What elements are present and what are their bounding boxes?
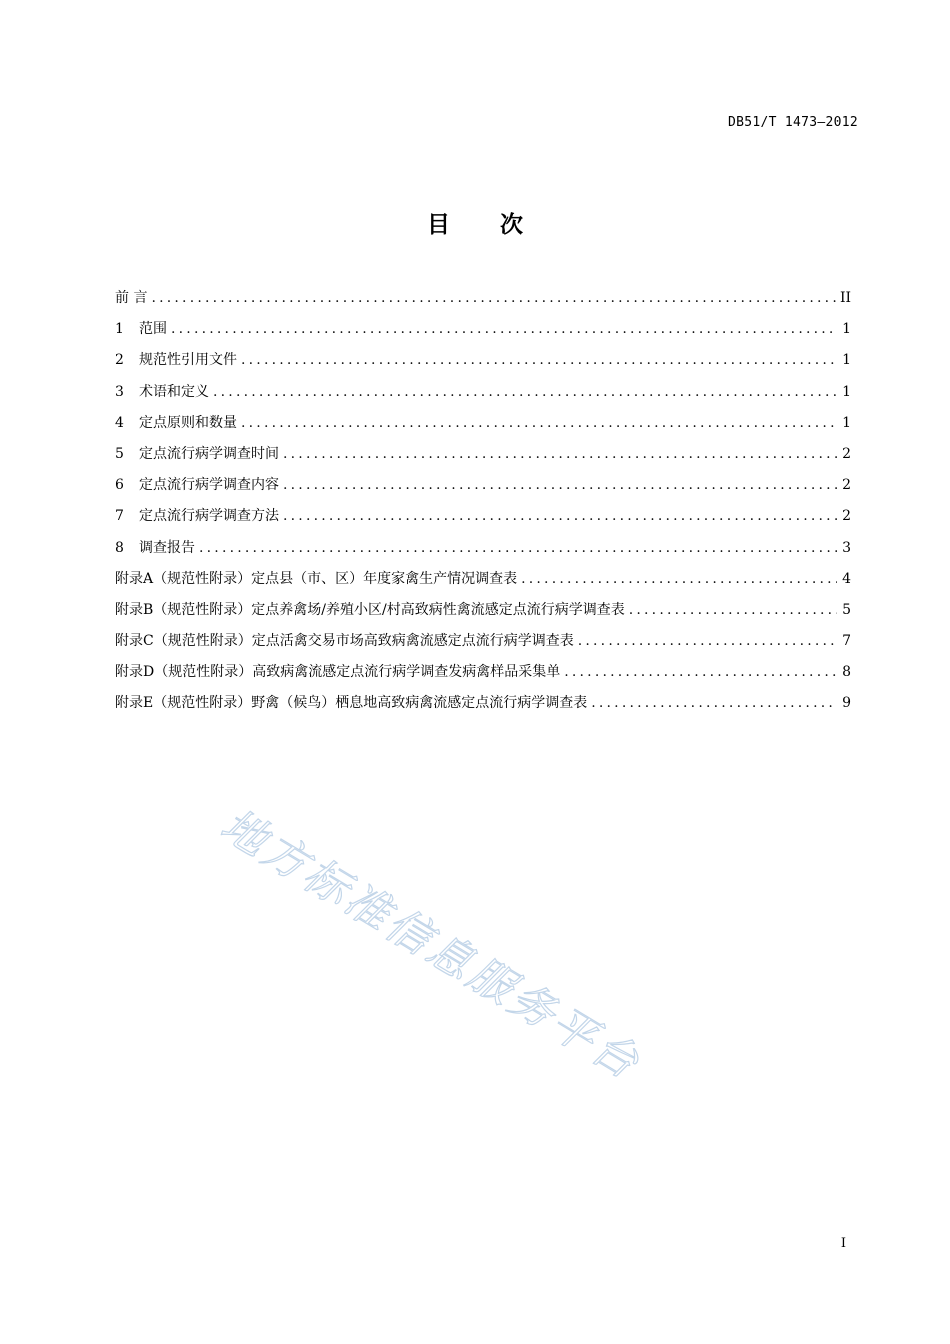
toc-entry-page: 3: [842, 539, 851, 556]
toc-entry-page: 2: [842, 445, 851, 462]
dot-leader: [283, 470, 837, 501]
toc-entry-page: II: [839, 290, 851, 306]
toc-entry-5[interactable]: [115, 439, 851, 470]
toc-entry-label: 附录A（规范性附录）定点县（市、区）年度家禽生产情况调查表: [115, 570, 518, 587]
toc-entry-page: 9: [842, 695, 851, 712]
toc-entry-label: 附录C（规范性附录）定点活禽交易市场高致病禽流感定点流行病学调查表: [115, 633, 574, 650]
toc-entry-label: 规范性引用文件: [139, 352, 237, 369]
toc-entry-2[interactable]: [115, 345, 851, 376]
standard-code: DB51/T 1473—2012: [727, 115, 858, 130]
title-char-1: 目: [427, 212, 450, 238]
page-number: I: [840, 1236, 846, 1251]
toc-entry-number: 4: [115, 414, 124, 431]
toc-entry-number: 8: [115, 539, 124, 556]
title-char-2: 次: [500, 212, 523, 238]
toc-entry-page: 5: [842, 601, 851, 618]
toc-entry-label: 术语和定义: [139, 383, 209, 400]
watermark: 地方标准信息服务平台: [212, 799, 650, 1091]
toc-entry-label: 附录E（规范性附录）野禽（候鸟）栖息地高致病禽流感定点流行病学调查表: [115, 695, 588, 712]
toc-entry-page: 2: [842, 477, 851, 494]
toc-entry-7[interactable]: [115, 501, 851, 532]
dot-leader: [171, 314, 837, 345]
dot-leader: [241, 408, 837, 439]
toc-entry-label: 附录D（规范性附录）高致病禽流感定点流行病学调查发病禽样品采集单: [115, 664, 561, 681]
toc-entry-label: 前 言: [115, 290, 148, 306]
toc-entry-page: 1: [842, 383, 851, 400]
page-title: [0, 206, 950, 239]
toc-entry-1[interactable]: [115, 314, 851, 345]
toc-entry-page: 1: [842, 352, 851, 369]
toc-entry-number: 2: [115, 352, 124, 369]
dot-leader: [151, 283, 835, 314]
toc-entry-label: 范围: [139, 321, 167, 338]
toc-entry-4[interactable]: [115, 408, 851, 439]
dot-leader: [241, 345, 837, 376]
toc-entry-label: 定点原则和数量: [139, 414, 237, 431]
toc-entry-page: 2: [842, 508, 851, 525]
toc-entry-number: 6: [115, 477, 124, 494]
dot-leader: [283, 439, 837, 470]
toc-entry-3[interactable]: [115, 377, 851, 408]
dot-leader: [591, 688, 837, 719]
toc-entry-label: 定点流行病学调查内容: [139, 477, 279, 494]
dot-leader: [283, 501, 837, 532]
dot-leader: [578, 626, 837, 657]
toc-entry-appendix-b[interactable]: [115, 595, 851, 626]
toc-entry-page: 7: [842, 633, 851, 650]
dot-leader: [213, 377, 837, 408]
toc-entry-label: 定点流行病学调查时间: [139, 445, 279, 462]
toc-entry-number: 1: [115, 321, 124, 338]
dot-leader: [521, 564, 837, 595]
toc-entry-label: 附录B（规范性附录）定点养禽场/养殖小区/村高致病性禽流感定点流行病学调查表: [115, 601, 625, 618]
toc-entry-page: 8: [842, 664, 851, 681]
toc-entry-label: 调查报告: [139, 539, 195, 556]
toc-entry-page: 1: [842, 414, 851, 431]
toc-entry-foreword[interactable]: [115, 283, 851, 314]
toc-entry-number: 3: [115, 383, 124, 400]
toc-entry-page: 1: [842, 321, 851, 338]
dot-leader: [199, 533, 837, 564]
toc-entry-8[interactable]: [115, 533, 851, 564]
dot-leader: [564, 657, 837, 688]
toc-entry-page: 4: [842, 570, 851, 587]
toc-entry-6[interactable]: [115, 470, 851, 501]
dot-leader: [629, 595, 837, 626]
toc-entry-appendix-c[interactable]: [115, 626, 851, 657]
toc-entry-number: 7: [115, 508, 124, 525]
toc-entry-appendix-e[interactable]: [115, 688, 851, 719]
toc-entry-appendix-a[interactable]: [115, 564, 851, 595]
toc-entry-number: 5: [115, 445, 124, 462]
toc-entry-label: 定点流行病学调查方法: [139, 508, 279, 525]
toc-entry-appendix-d[interactable]: [115, 657, 851, 688]
table-of-contents: [115, 283, 851, 720]
